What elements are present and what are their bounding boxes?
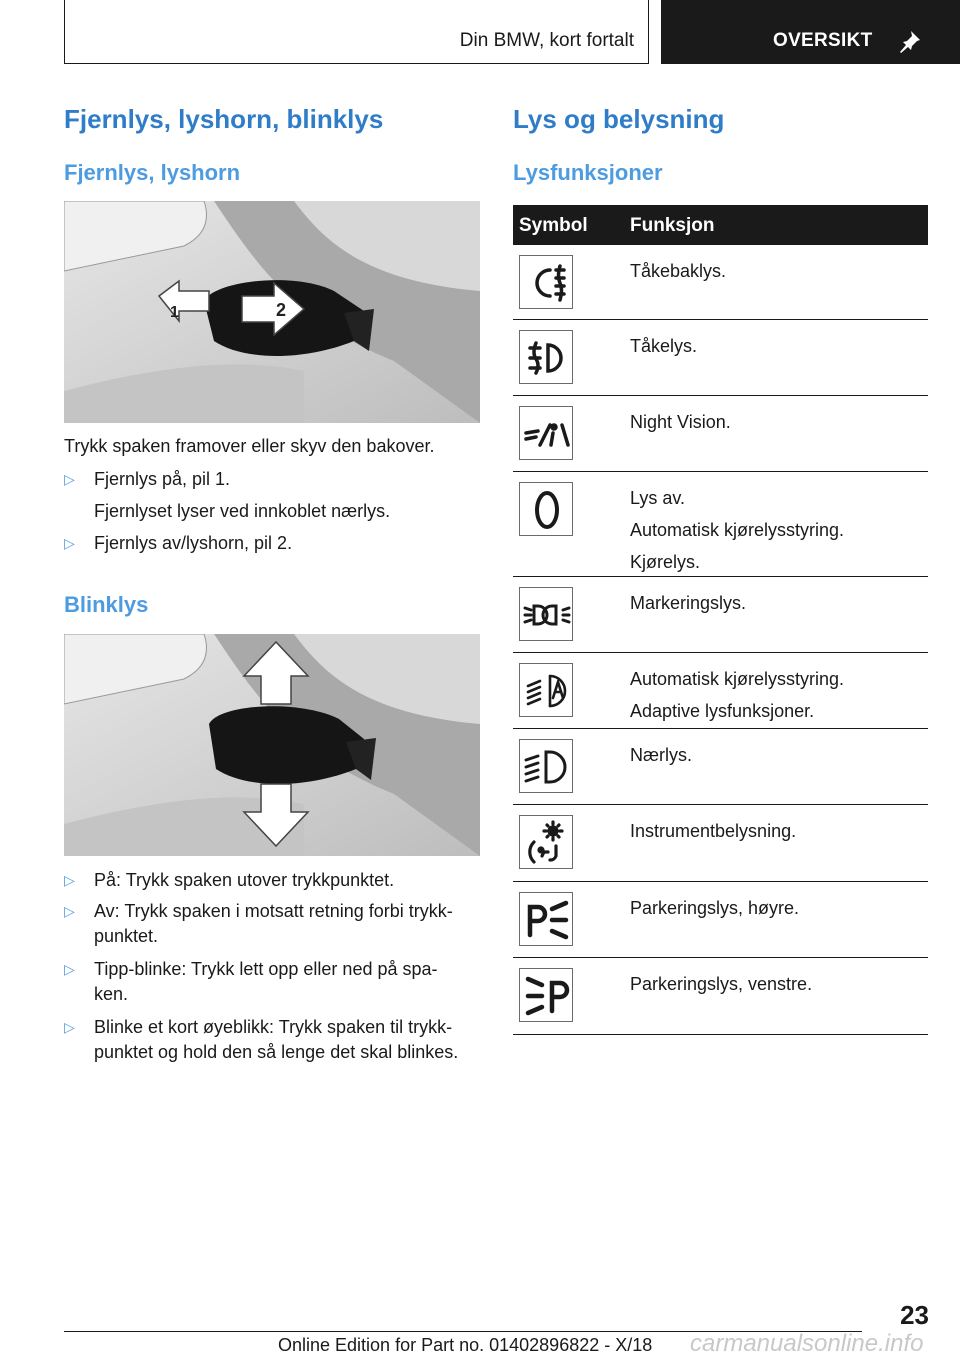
night-vision-icon xyxy=(519,406,573,460)
function-label: Automatisk kjørelysstyring. xyxy=(630,669,845,689)
high-beam-intro: Trykk spaken framover eller skyv den bakover. xyxy=(64,436,435,456)
table-row xyxy=(513,729,928,805)
auto-headlight-icon xyxy=(519,663,573,717)
bullet-arrow-icon: ▷ xyxy=(64,903,75,919)
column-header-symbol: Symbol xyxy=(519,215,588,236)
table-header xyxy=(513,205,928,245)
list-item: ▷ Fjernlys på, pil 1. xyxy=(64,467,484,492)
instrument-lighting-icon xyxy=(519,815,573,869)
subsection-title-turn-signal: Blinklys xyxy=(64,592,149,617)
header-section-title: Din BMW, kort fortalt xyxy=(459,30,634,51)
table-row xyxy=(513,805,928,882)
list-item: ▷ På: Trykk spaken utover trykkpunktet. xyxy=(64,868,484,893)
fog-light-icon xyxy=(519,330,573,384)
function-label: Parkeringslys, høyre. xyxy=(630,898,800,918)
list-item: ▷ Blinke et kort øyeblikk: Trykk spaken til trykk- punktet og hold den så lenge det skal blinkes. xyxy=(64,1017,459,1062)
function-label: Instrumentbelysning. xyxy=(630,821,797,841)
bullet-arrow-icon: ▷ xyxy=(64,961,75,977)
function-label: Night Vision. xyxy=(630,412,731,432)
function-label: Automatisk kjørelysstyring. xyxy=(630,520,845,540)
turn-signal-lever-figure xyxy=(64,634,480,856)
bullet-arrow-icon: ▷ xyxy=(64,471,75,487)
table-row xyxy=(513,653,928,729)
table-row xyxy=(513,245,928,320)
high-beam-lever-figure xyxy=(64,201,480,423)
list-item-note: Fjernlyset lyser ved innkoblet nærlys. xyxy=(94,501,391,521)
table-row xyxy=(513,472,928,577)
bullet-arrow-icon: ▷ xyxy=(64,872,75,888)
low-beam-icon xyxy=(519,739,573,793)
rear-fog-light-icon xyxy=(519,255,573,309)
function-label: Nærlys. xyxy=(630,745,692,765)
table-row xyxy=(513,396,928,472)
function-label: Tåkelys. xyxy=(630,336,698,356)
figure-arrow-label-2: 2 xyxy=(276,300,287,320)
pin-icon xyxy=(897,28,923,54)
footer-edition: Online Edition for Part no. 01402896822 - X/18 xyxy=(278,1335,653,1355)
watermark: carmanualsonline.info xyxy=(690,1330,924,1357)
subsection-title-high-beam: Fjernlys, lyshorn xyxy=(64,160,241,185)
figure-arrow-label-1: 1 xyxy=(170,304,179,321)
list-item: ▷ Fjernlys av/lyshorn, pil 2. xyxy=(64,531,484,556)
bullet-arrow-icon: ▷ xyxy=(64,1019,75,1035)
table-row xyxy=(513,882,928,958)
table-row xyxy=(513,320,928,396)
section-title-high-beam: Fjernlys, lyshorn, blinklys xyxy=(64,104,384,134)
table-row xyxy=(513,958,928,1035)
page-number: 23 xyxy=(900,1300,929,1330)
parking-light-left-icon xyxy=(519,968,573,1022)
function-label: Adaptive lysfunksjoner. xyxy=(630,701,815,721)
bullet-arrow-icon: ▷ xyxy=(64,535,75,551)
function-label: Lys av. xyxy=(630,488,686,508)
function-label: Parkeringslys, venstre. xyxy=(630,974,813,994)
subsection-title-light-functions: Lysfunksjoner xyxy=(513,160,663,185)
function-label: Tåkebaklys. xyxy=(630,261,727,281)
light-switch-zero-icon xyxy=(519,482,573,536)
parking-light-right-icon xyxy=(519,892,573,946)
header-tab[interactable] xyxy=(661,0,960,64)
light-functions-table xyxy=(513,205,928,1035)
list-item: ▷ Tipp-blinke: Trykk lett opp eller ned på spa- ken. xyxy=(64,959,438,1004)
section-title-lights: Lys og belysning xyxy=(513,104,725,134)
parking-lights-icon xyxy=(519,587,573,641)
function-label: Kjørelys. xyxy=(630,552,701,572)
function-label: Markeringslys. xyxy=(630,593,747,613)
table-row xyxy=(513,577,928,653)
header-section-box xyxy=(64,0,649,64)
column-header-function: Funksjon xyxy=(630,215,715,236)
list-item: ▷ Av: Trykk spaken i motsatt retning forbi trykk- punktet. xyxy=(64,901,453,946)
header-tab-label: OVERSIKT xyxy=(773,30,873,51)
